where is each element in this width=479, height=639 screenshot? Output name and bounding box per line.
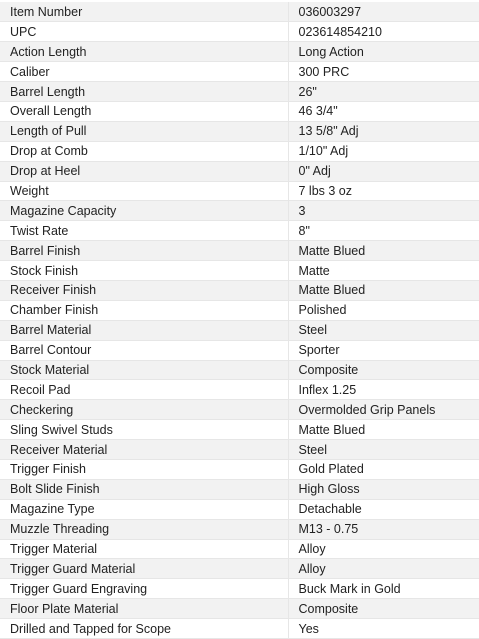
- spec-value: Gold Plated: [288, 459, 479, 479]
- spec-label: Weight: [0, 181, 288, 201]
- spec-label: Recoil Pad: [0, 380, 288, 400]
- spec-row: [0, 62, 479, 82]
- spec-value: 7 lbs 3 oz: [288, 181, 479, 201]
- spec-value: Matte: [288, 261, 479, 281]
- spec-row: [0, 42, 479, 62]
- spec-label: Trigger Guard Material: [0, 559, 288, 579]
- spec-label: Drop at Heel: [0, 161, 288, 181]
- spec-value: Alloy: [288, 559, 479, 579]
- spec-value: Steel: [288, 440, 479, 460]
- spec-value: Inflex 1.25: [288, 380, 479, 400]
- spec-row: [0, 559, 479, 579]
- spec-label: Twist Rate: [0, 221, 288, 241]
- spec-value: Matte Blued: [288, 280, 479, 300]
- spec-value: Yes: [288, 619, 479, 639]
- spec-value: High Gloss: [288, 479, 479, 499]
- spec-row: [0, 201, 479, 221]
- spec-label: Barrel Length: [0, 82, 288, 102]
- spec-label: Trigger Finish: [0, 459, 288, 479]
- spec-value: Matte Blued: [288, 241, 479, 261]
- spec-value: Overmolded Grip Panels: [288, 400, 479, 420]
- spec-row: [0, 599, 479, 619]
- spec-value: 036003297: [288, 2, 479, 22]
- spec-row: [0, 261, 479, 281]
- spec-label: Caliber: [0, 62, 288, 82]
- spec-row: [0, 360, 479, 380]
- spec-value: 3: [288, 201, 479, 221]
- spec-label: Floor Plate Material: [0, 599, 288, 619]
- spec-value: Steel: [288, 320, 479, 340]
- spec-row: [0, 141, 479, 161]
- spec-row: [0, 280, 479, 300]
- spec-value: M13 - 0.75: [288, 519, 479, 539]
- spec-row: [0, 22, 479, 42]
- spec-row: [0, 539, 479, 559]
- spec-label: Magazine Capacity: [0, 201, 288, 221]
- spec-label: Sling Swivel Studs: [0, 420, 288, 440]
- spec-label: Magazine Type: [0, 499, 288, 519]
- spec-label: Trigger Guard Engraving: [0, 579, 288, 599]
- spec-value: Sporter: [288, 340, 479, 360]
- spec-value: 300 PRC: [288, 62, 479, 82]
- spec-row: [0, 340, 479, 360]
- spec-row: [0, 101, 479, 121]
- spec-row: [0, 2, 479, 22]
- spec-value: Polished: [288, 300, 479, 320]
- spec-row: [0, 519, 479, 539]
- spec-row: [0, 181, 479, 201]
- spec-row: [0, 479, 479, 499]
- spec-row: [0, 400, 479, 420]
- spec-value: 13 5/8" Adj: [288, 121, 479, 141]
- spec-row: [0, 320, 479, 340]
- spec-value: 26": [288, 82, 479, 102]
- spec-row: [0, 161, 479, 181]
- spec-value: 1/10" Adj: [288, 141, 479, 161]
- spec-label: Stock Material: [0, 360, 288, 380]
- spec-label: Checkering: [0, 400, 288, 420]
- spec-row: [0, 221, 479, 241]
- spec-value: Detachable: [288, 499, 479, 519]
- spec-row: [0, 380, 479, 400]
- spec-row: [0, 619, 479, 639]
- specifications-body: [0, 2, 479, 639]
- spec-value: Buck Mark in Gold: [288, 579, 479, 599]
- spec-row: [0, 82, 479, 102]
- spec-value: Matte Blued: [288, 420, 479, 440]
- spec-row: [0, 241, 479, 261]
- spec-row: [0, 420, 479, 440]
- spec-label: Drop at Comb: [0, 141, 288, 161]
- spec-label: Receiver Material: [0, 440, 288, 460]
- spec-row: [0, 499, 479, 519]
- spec-value: 46 3/4": [288, 101, 479, 121]
- spec-value: Composite: [288, 599, 479, 619]
- spec-value: 0" Adj: [288, 161, 479, 181]
- spec-row: [0, 459, 479, 479]
- spec-row: [0, 440, 479, 460]
- spec-value: 8": [288, 221, 479, 241]
- spec-label: Barrel Material: [0, 320, 288, 340]
- spec-label: Trigger Material: [0, 539, 288, 559]
- spec-value: 023614854210: [288, 22, 479, 42]
- spec-row: [0, 300, 479, 320]
- spec-label: Stock Finish: [0, 261, 288, 281]
- spec-label: Action Length: [0, 42, 288, 62]
- spec-value: Alloy: [288, 539, 479, 559]
- spec-label: Chamber Finish: [0, 300, 288, 320]
- spec-value: Composite: [288, 360, 479, 380]
- spec-label: Receiver Finish: [0, 280, 288, 300]
- spec-label: Length of Pull: [0, 121, 288, 141]
- spec-label: Drilled and Tapped for Scope: [0, 619, 288, 639]
- spec-label: Barrel Contour: [0, 340, 288, 360]
- spec-label: Overall Length: [0, 101, 288, 121]
- spec-label: UPC: [0, 22, 288, 42]
- spec-label: Bolt Slide Finish: [0, 479, 288, 499]
- spec-value: Long Action: [288, 42, 479, 62]
- specifications-table: [0, 2, 479, 639]
- spec-row: [0, 121, 479, 141]
- spec-label: Item Number: [0, 2, 288, 22]
- spec-label: Muzzle Threading: [0, 519, 288, 539]
- spec-label: Barrel Finish: [0, 241, 288, 261]
- spec-row: [0, 579, 479, 599]
